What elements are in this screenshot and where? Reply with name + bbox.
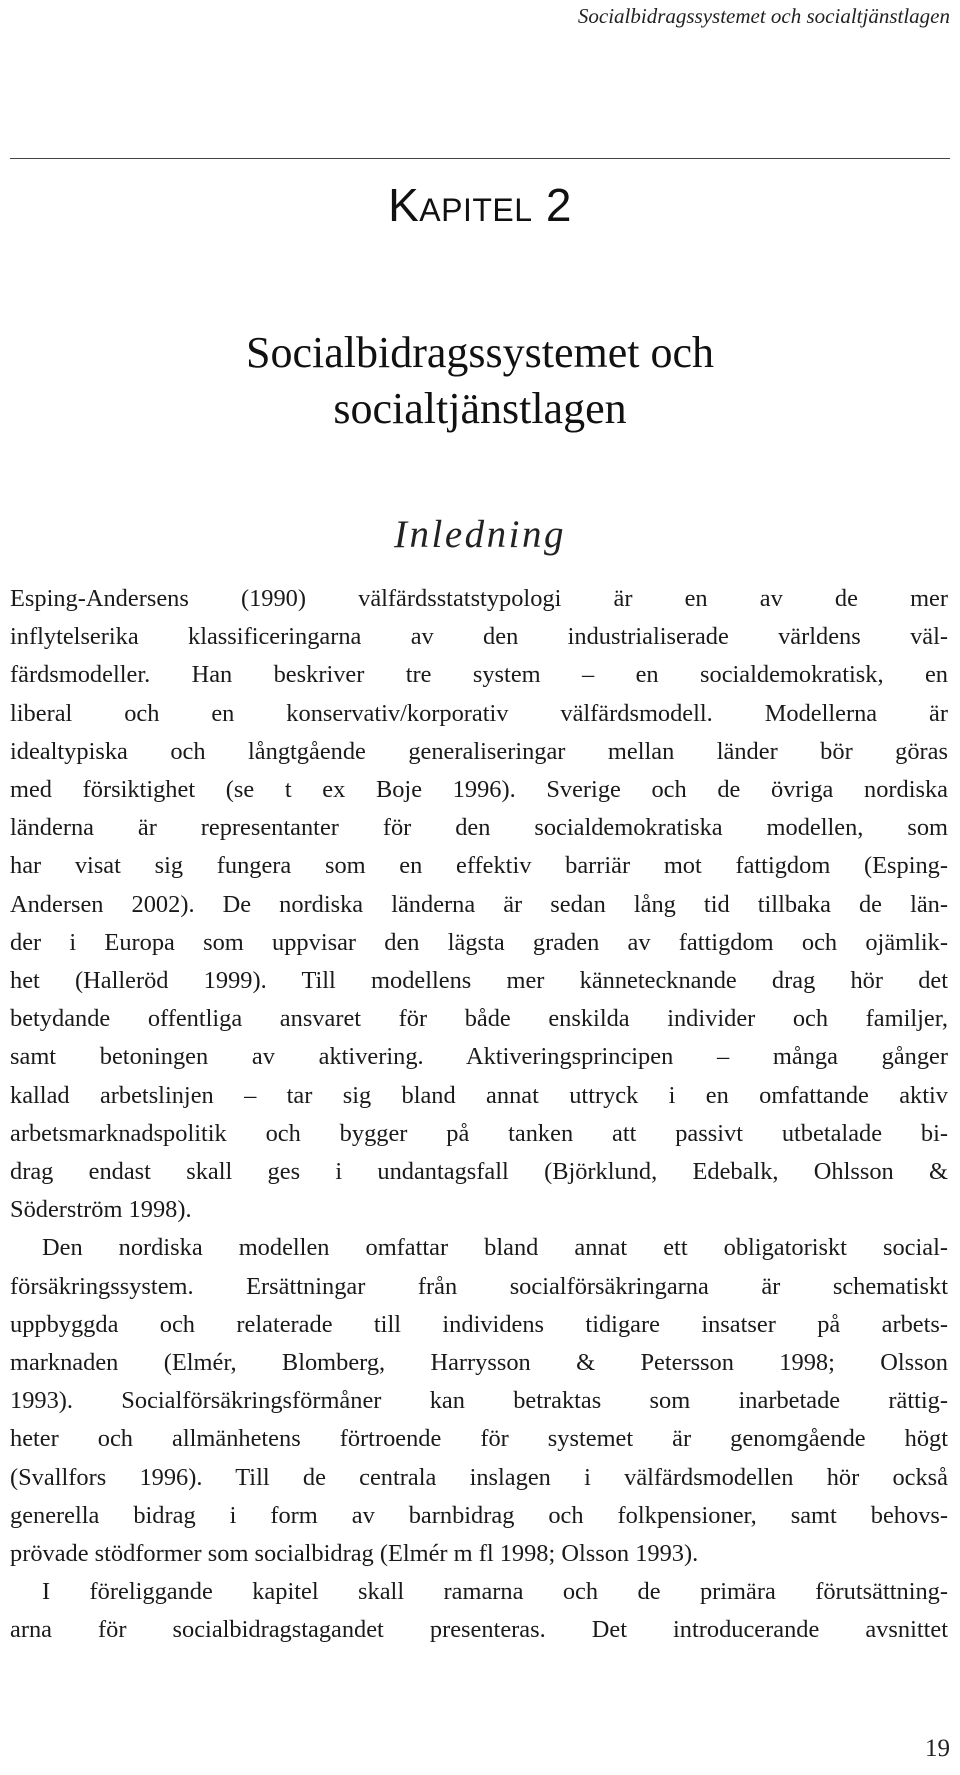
paragraph-2 [10, 1229, 948, 1573]
running-header: Socialbidragssystemet och socialtjänstlagen [577, 4, 950, 28]
text-line: prövade stödformer som socialbidrag (Elmér m fl 1998; Olsson 1993). [10, 1540, 699, 1568]
text-line: generella bidrag i form av barnbidrag och folkpensioner, samt behovs- [10, 1501, 948, 1529]
text-line: heter och allmänhetens förtroende för systemet är genomgående högt [10, 1425, 948, 1453]
text-line: försäkringssystem. Ersättningar från socialförsäkringarna är schematiskt [10, 1272, 948, 1300]
text-line: (Svallfors 1996). Till de centrala inslagen i välfärdsmodellen hör också [10, 1463, 948, 1491]
text-line: der i Europa som uppvisar den lägsta graden av fattigdom och ojämlik- [10, 928, 948, 956]
text-line: länderna är representanter för den socialdemokratiska modellen, som [10, 814, 948, 842]
text-line: I föreliggande kapitel skall ramarna och de primära förutsättning- [42, 1578, 948, 1606]
text-line: Esping-Andersens (1990) välfärdsstatstypologi är en av de mer [10, 585, 948, 612]
header-divider [10, 158, 950, 159]
text-line: inflytelserika klassificeringarna av den industrialiserade världens väl- [10, 623, 948, 651]
page-number: 19 [925, 1735, 950, 1762]
chapter-title [0, 325, 960, 437]
text-line: Söderström 1998). [10, 1196, 192, 1224]
text-line: liberal och en konservativ/korporativ välfärdsmodell. Modellerna är [10, 699, 948, 727]
chapter-label: Kapitel 2 [388, 179, 572, 231]
text-line: Andersen 2002). De nordiska länderna är sedan lång tid tillbaka de län- [10, 890, 948, 918]
text-line: har visat sig fungera som en effektiv barriär mot fattigdom (Esping- [10, 852, 948, 880]
paragraph-1 [10, 580, 948, 1229]
text-line: arbetsmarknadspolitik och bygger på tanken att passivt utbetalade bi- [10, 1119, 948, 1147]
text-line: marknaden (Elmér, Blomberg, Harrysson & Petersson 1998; Olsson [10, 1349, 948, 1377]
text-line: med försiktighet (se t ex Boje 1996). Sverige och de övriga nordiska [10, 776, 948, 804]
text-line: samt betoningen av aktivering. Aktiveringsprincipen – många gånger [10, 1043, 948, 1071]
paragraph-3 [10, 1573, 948, 1649]
section-heading: Inledning [394, 513, 566, 556]
text-line: färdsmodeller. Han beskriver tre system – en socialdemokratisk, en [10, 661, 948, 689]
body-text [10, 580, 948, 1650]
text-line: arna för socialbidragstagandet presenteras. Det introducerande avsnittet [10, 1616, 948, 1644]
text-line: idealtypiska och långtgående generaliseringar mellan länder bör göras [10, 737, 948, 765]
text-line: 1993). Socialförsäkringsförmåner kan betraktas som inarbetade rättig- [10, 1387, 948, 1415]
text-line: het (Halleröd 1999). Till modellens mer kännetecknande drag hör det [10, 967, 948, 995]
chapter-title-line: socialtjänstlagen [333, 384, 627, 433]
text-line: drag endast skall ges i undantagsfall (Björklund, Edebalk, Ohlsson & [10, 1158, 948, 1186]
text-line: kallad arbetslinjen – tar sig bland annat uttryck i en omfattande aktiv [10, 1081, 948, 1109]
text-line: uppbyggda och relaterade till individens tidigare insatser på arbets- [10, 1310, 948, 1338]
chapter-title-line: Socialbidragssystemet och [245, 328, 714, 377]
text-line: Den nordiska modellen omfattar bland annat ett obligatoriskt social- [42, 1234, 948, 1262]
text-line: betydande offentliga ansvaret för både enskilda individer och familjer, [10, 1005, 948, 1033]
